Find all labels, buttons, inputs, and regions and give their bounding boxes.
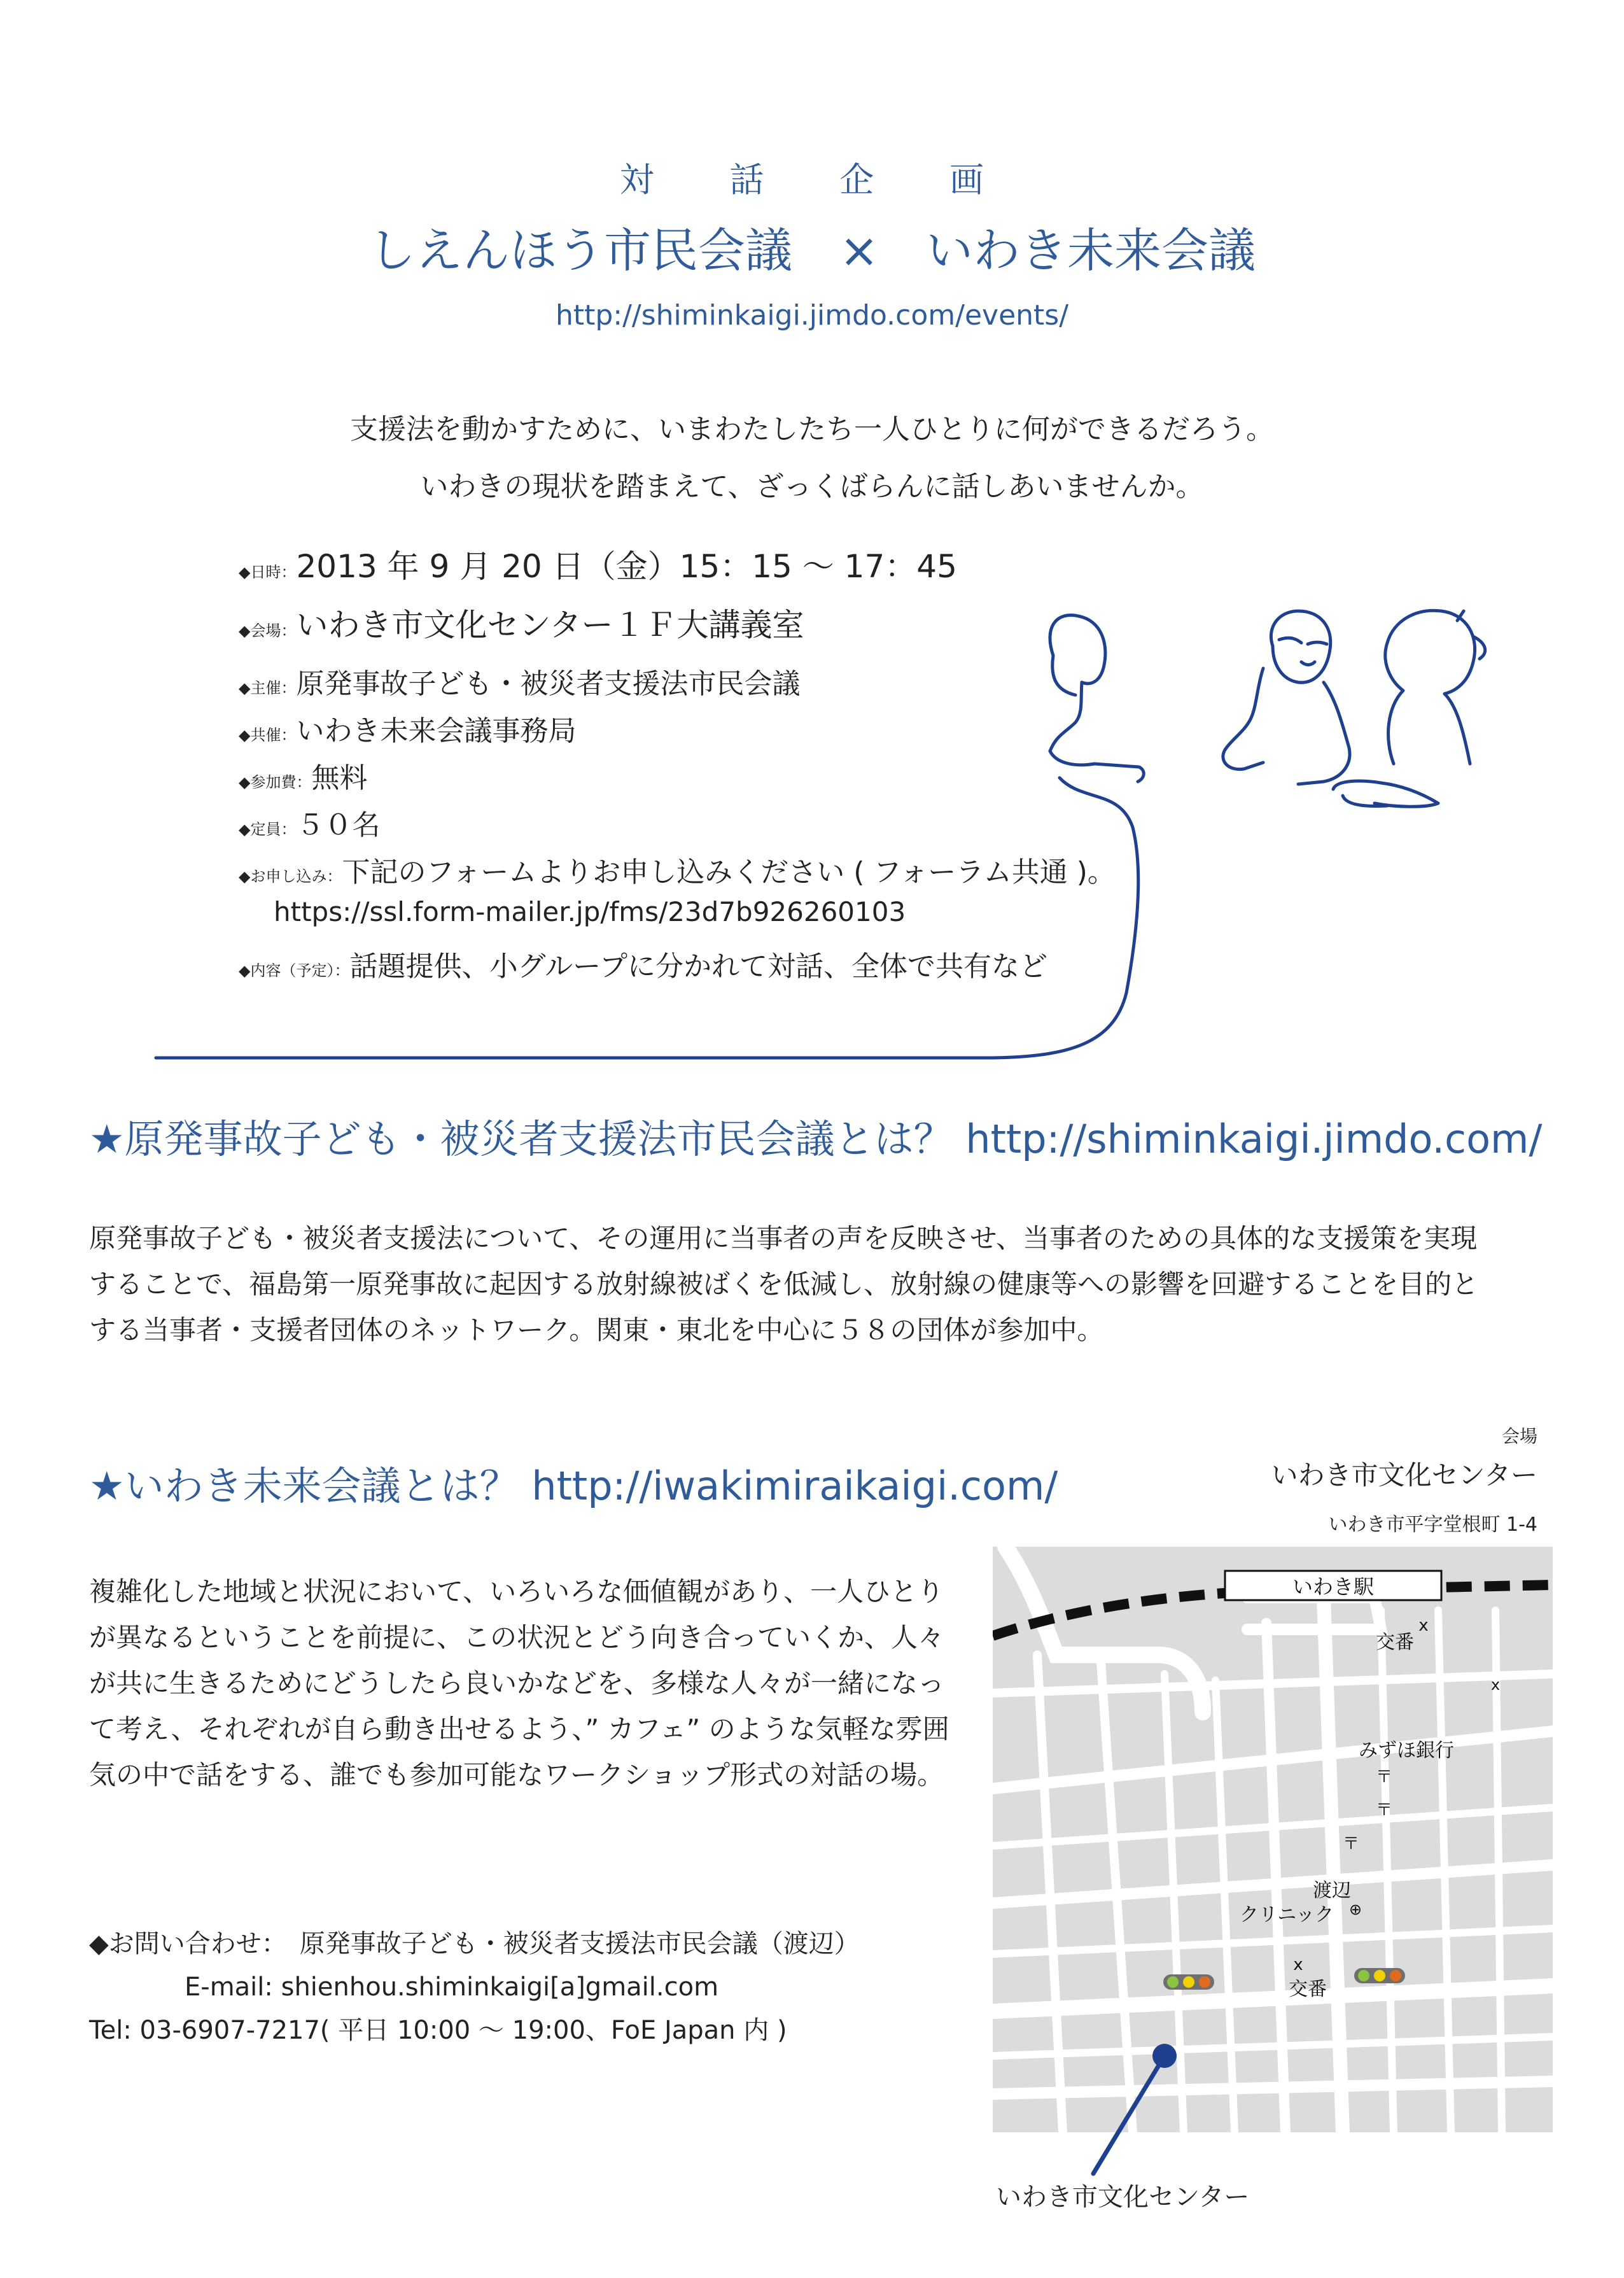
- clinic-label: クリニック: [1239, 1904, 1334, 1926]
- events-url-link[interactable]: http://shiminkaigi.jimdo.com/events/: [555, 299, 1069, 332]
- venue-name: いわき市文化センター: [1271, 1459, 1537, 1491]
- section2-line: て考え、それぞれが自ら動き出せるよう、” カフェ” のような気軽な雰囲: [89, 1713, 949, 1745]
- clinic-icon: ⊕: [1348, 1901, 1362, 1918]
- detail-label: ◆お申し込み：: [239, 868, 342, 885]
- destination-pin-icon: [1152, 2044, 1177, 2068]
- traffic-light-icon: [1354, 1968, 1405, 1983]
- detail-label: ◆定員：: [239, 820, 297, 838]
- detail-label: ◆参加費：: [239, 773, 312, 791]
- detail-value: 無料: [311, 762, 368, 794]
- venue-map: [993, 1547, 1553, 2202]
- contact-block: [89, 1922, 860, 2052]
- venue-address: いわき市平字堂根町 1-4: [1328, 1514, 1537, 1536]
- section2-heading: ★いわき未来会議とは？ http://iwakimiraikaigi.com/: [89, 1463, 1058, 1509]
- bank-label: みずほ銀行: [1359, 1740, 1454, 1762]
- person-right-head: [1387, 610, 1475, 694]
- detail-value: 話題提供、小グループに分かれて対話、全体で共有など: [349, 950, 1047, 983]
- section1-heading: ★原発事故子ども・被災者支援法市民会議とは？ http://shiminkaigi.jimdo.com/: [89, 1116, 1543, 1162]
- detail-value: いわき市文化センター１Ｆ大講義室: [296, 607, 804, 643]
- detail-value: いわき未来会議事務局: [296, 715, 577, 747]
- section1-line: することで、福島第一原発事故に起因する放射線被ばくを低減し、放射線の健康等への影響を回避することを目的と: [89, 1269, 1479, 1300]
- detail-value: 原発事故子ども・被災者支援法市民会議: [296, 668, 801, 700]
- koban-icon: x: [1293, 1955, 1303, 1974]
- traffic-light-icon: [1163, 1974, 1214, 1990]
- section2-body: [89, 1569, 949, 1798]
- clinic-label: 渡辺: [1313, 1880, 1351, 1902]
- flow-line: [156, 778, 1138, 1058]
- page-title: しえんほう市民会議 × いわき未来会議: [368, 223, 1256, 278]
- detail-value: 下記のフォームよりお申し込みください ( フォーラム共通 )。: [342, 856, 1116, 889]
- contact-email[interactable]: E-mail: shienhou.shiminkaigi[a]gmail.com: [185, 1972, 719, 2002]
- section1-body: [89, 1216, 1478, 1353]
- people-illustration: [0, 0, 1624, 1082]
- bank-icon: 〒: [1375, 1801, 1393, 1820]
- station-label: いわき駅: [1292, 1575, 1375, 1599]
- detail-label: ◆会場：: [239, 622, 297, 640]
- bank-icon: 〒: [1375, 1768, 1393, 1787]
- destination-label: いわき市文化センター: [996, 2183, 1250, 2212]
- contact-line: ◆お問い合わせ： 原発事故子ども・被災者支援法市民会議（渡辺）: [89, 1929, 860, 1958]
- detail-label: ◆主催：: [239, 679, 297, 697]
- section2-line: が異なるということを前提に、この状況とどう向き合っていくか、人々: [89, 1622, 945, 1653]
- kicker: 対 話 企 画: [619, 160, 1005, 200]
- lead-line: いわきの現状を踏まえて、ざっくばらんに話しあいませんか。: [420, 470, 1204, 503]
- contact-phone: Tel: 03-6907-7217( 平日 10:00 〜 19:00、FoE Japan 内 ): [89, 2016, 787, 2045]
- detail-value: ５０名: [296, 809, 381, 841]
- detail-label: ◆日時：: [239, 563, 297, 581]
- form-url-link[interactable]: https://ssl.form-mailer.jp/fms/23d7b926260103: [274, 896, 906, 927]
- lead-line: 支援法を動かすために、いまわたしたち一人ひとりに何ができるだろう。: [350, 413, 1274, 446]
- section2-line: 複雑化した地域と状況において、いろいろな価値観があり、一人ひとり: [89, 1576, 944, 1607]
- koban-label: 交番: [1289, 1978, 1327, 2000]
- section2-line: 気の中で話をする、誰でも参加可能なワークショップ形式の対話の場。: [89, 1759, 944, 1790]
- section1-line: 原発事故子ども・被災者支援法について、その運用に当事者の声を反映させ、当事者のための具体的な支援策を実現: [89, 1223, 1478, 1254]
- bank-icon: 〒: [1342, 1834, 1360, 1853]
- woman-head: [1050, 615, 1105, 684]
- koban-label: 交番: [1376, 1631, 1414, 1654]
- man-head: [1271, 611, 1330, 682]
- venue-label: 会場: [1501, 1426, 1537, 1447]
- koban-icon: x: [1418, 1616, 1429, 1635]
- section1-line: する当事者・支援者団体のネットワーク。関東・東北を中心に５８の団体が参加中。: [89, 1314, 1104, 1346]
- detail-label: ◆共催：: [239, 726, 297, 744]
- koban-icon: x: [1490, 1676, 1501, 1694]
- section2-line: が共に生きるためにどうしたら良いかなどを、多様な人々が一緒になっ: [89, 1668, 945, 1699]
- detail-label: ◆内容（予定）：: [239, 962, 350, 980]
- detail-value: 2013 年 9 月 20 日（金）15：15 〜 17：45: [296, 548, 957, 585]
